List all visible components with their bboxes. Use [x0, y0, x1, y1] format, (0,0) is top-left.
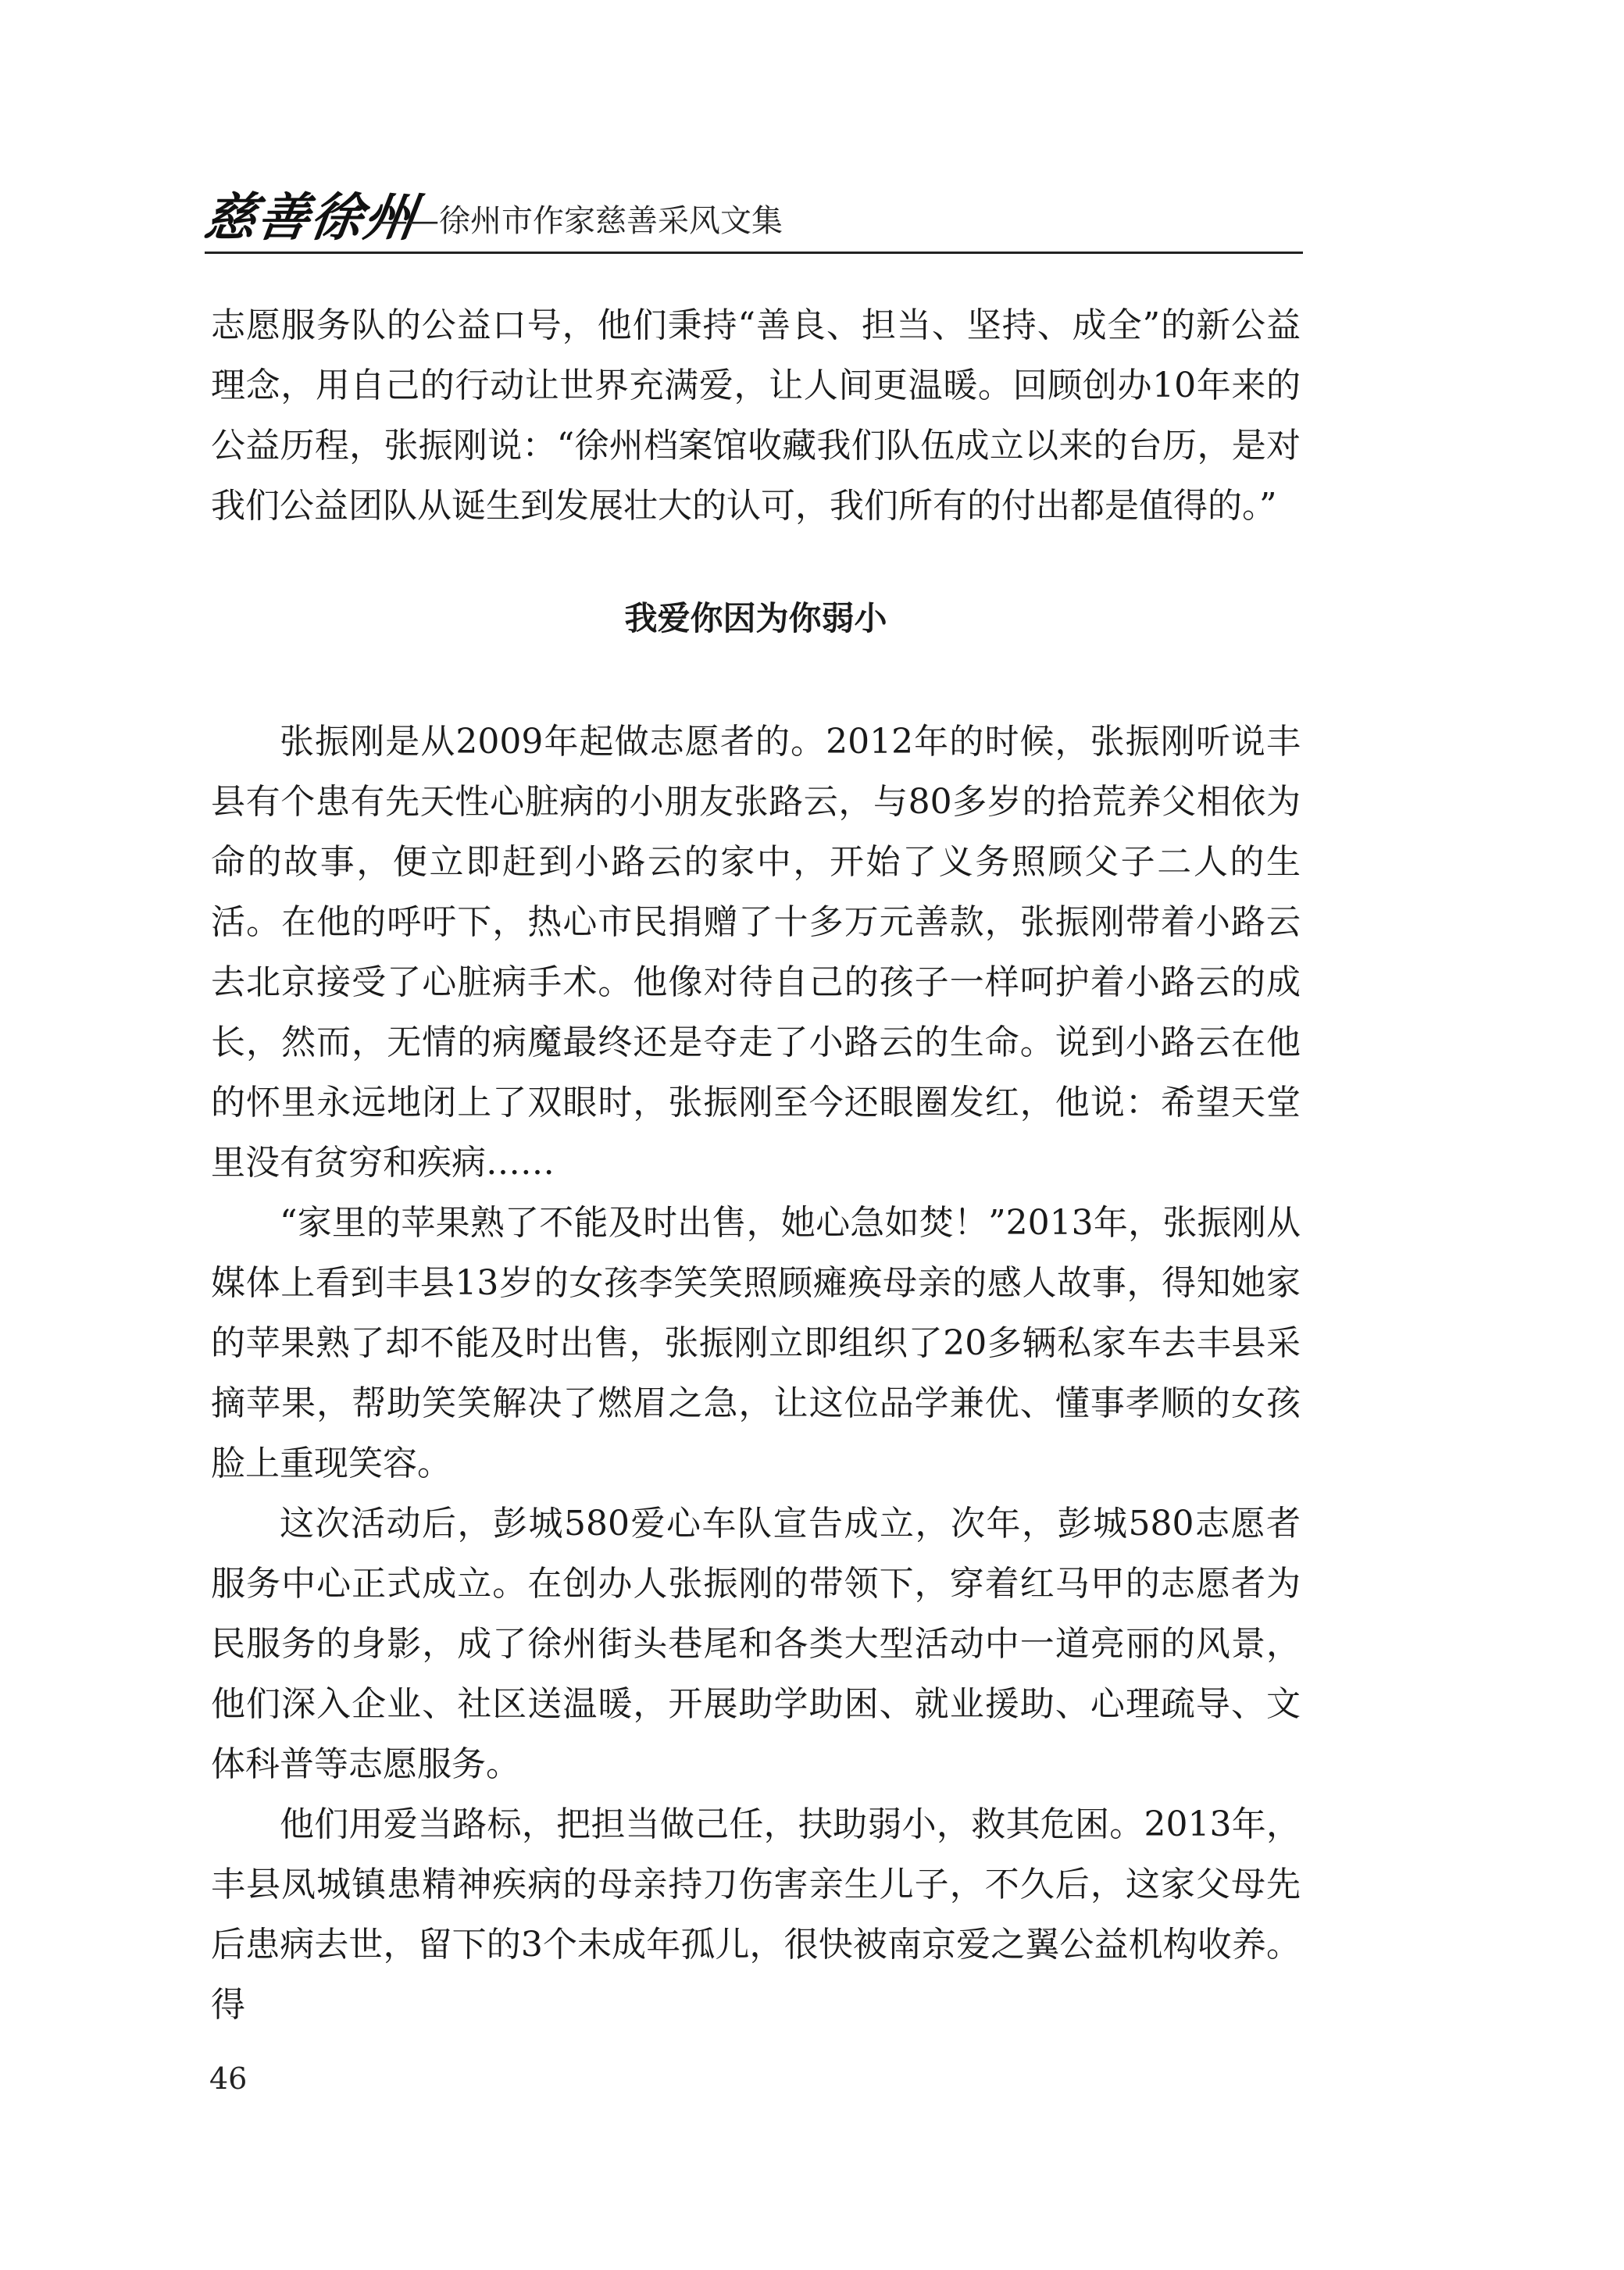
paragraph-1: 张振刚是从2009年起做志愿者的。2012年的时候，张振刚听说丰县有个患有先天性心脏病的小朋友张路云，与80多岁的拾荒养父相依为命的故事，便立即赶到小路云的家中，开始了义务照顾父子二人的生活。在他的呼吁下，热心市民捐赠了十多万元善款，张振刚带着小路云去北京接受了心脏病手术。他像对待自己的孩子一样呵护着小路云的成长，然而，无情的病魔最终还是夺走了小路云的生命。说到小路云在他的怀里永远地闭上了双眼时，张振刚至今还眼圈发红，他说：希望天堂里没有贫穷和疾病……	[211, 722, 1301, 1183]
paragraph-4: 他们用爱当路标，把担当做己任，扶助弱小，救其危困。2013年，丰县凤城镇患精神疾病的母亲持刀伤害亲生儿子，不久后，这家父母先后患病去世，留下的3个未成年孤儿，很快被南京爱之翼公益机构收养。得	[211, 1804, 1301, 2025]
book-logo: 慈善徐州	[200, 187, 422, 248]
article-body	[211, 712, 1301, 2035]
section-title: 我爱你因为你弱小	[624, 599, 887, 637]
paragraph-2: “家里的苹果熟了不能及时出售，她心急如焚！”2013年，张振刚从媒体上看到丰县13岁的女孩李笑笑照顾瘫痪母亲的感人故事，得知她家的苹果熟了却不能及时出售，张振刚立即组织了20多辆私家车去丰县采摘苹果，帮助笑笑解决了燃眉之急，让这位品学兼优、懂事孝顺的女孩脸上重现笑容。	[211, 1203, 1301, 1483]
intro-paragraph: 志愿服务队的公益口号，他们秉持“善良、担当、坚持、成全”的新公益理念，用自己的行动让世界充满爱，让人间更温暖。回顾创办10年来的公益历程，张振刚说：“徐州档案馆收藏我们队伍成立以来的台历，是对我们公益团队从诞生到发展壮大的认可，我们所有的付出都是值得的。”	[211, 305, 1301, 526]
book-subtitle: ——徐州市作家慈善采风文集	[377, 203, 783, 239]
running-header	[200, 181, 1303, 254]
page-number: 46	[209, 2061, 248, 2096]
intro-block	[211, 295, 1301, 536]
paragraph-3: 这次活动后，彭城580爱心车队宣告成立，次年，彭城580志愿者服务中心正式成立。在创办人张振刚的带领下，穿着红马甲的志愿者为民服务的身影，成了徐州街头巷尾和各类大型活动中一道亮丽的风景，他们深入企业、社区送温暖，开展助学助困、就业援助、心理疏导、文体科普等志愿服务。	[211, 1504, 1301, 1784]
